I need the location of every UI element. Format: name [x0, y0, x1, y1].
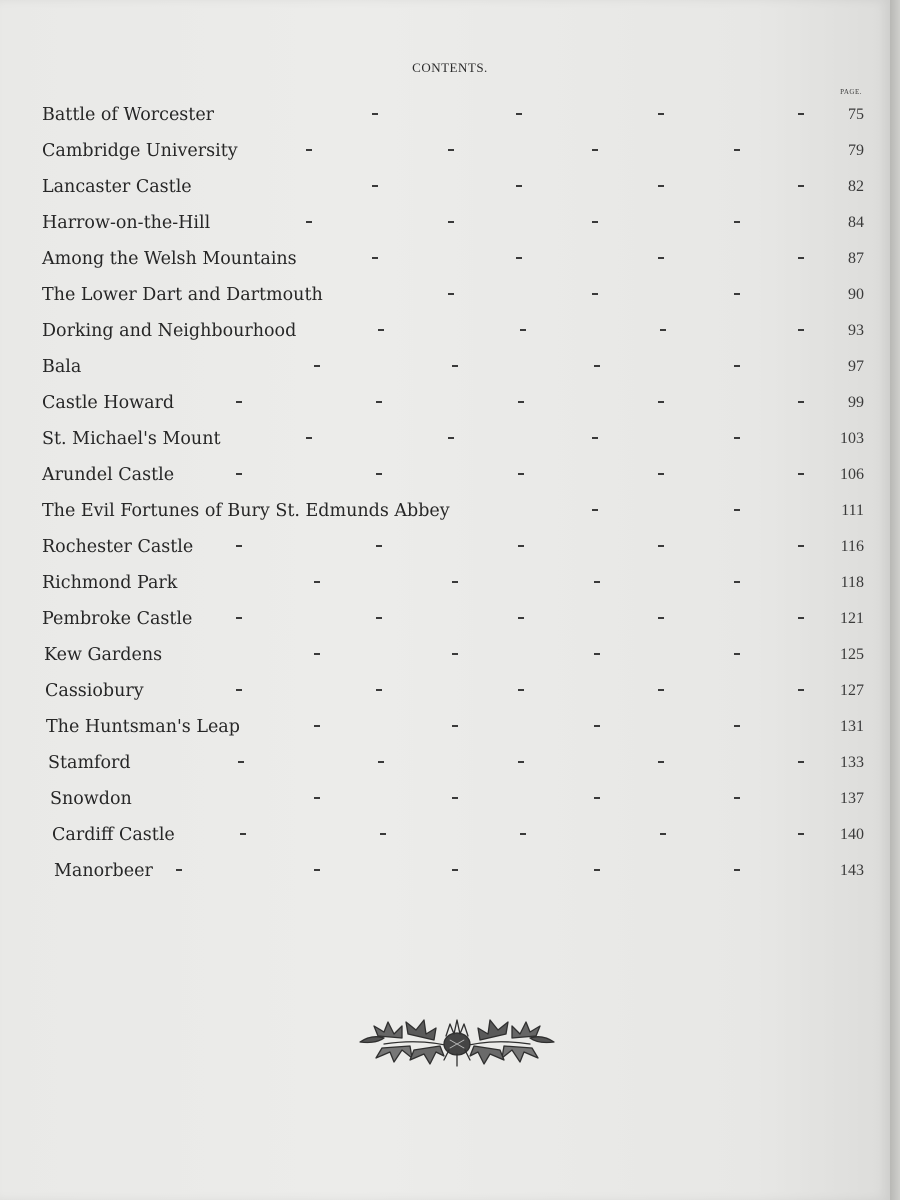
leader-dash — [518, 401, 524, 403]
toc-entry-page-number: 103 — [840, 430, 864, 447]
leader-dash — [658, 473, 664, 475]
toc-entry-title: Cambridge University — [42, 141, 238, 161]
leader-dash — [518, 617, 524, 619]
leader-dash — [452, 653, 458, 655]
leader-dash — [236, 401, 242, 403]
toc-entry-page-number: 127 — [840, 682, 864, 699]
toc-entry-page-number: 137 — [840, 790, 864, 807]
toc-entry-page-number: 75 — [848, 106, 864, 123]
toc-entry-page-number: 133 — [840, 754, 864, 771]
leader-dash — [314, 365, 320, 367]
toc-entry — [42, 460, 864, 496]
toc-entry — [42, 856, 864, 892]
toc-entry-page-number: 111 — [841, 502, 864, 519]
toc-entry — [42, 712, 864, 748]
toc-entry-page-number: 97 — [848, 358, 864, 375]
leader-dash — [306, 221, 312, 223]
toc-entry-page-number: 87 — [848, 250, 864, 267]
toc-entry-title: Among the Welsh Mountains — [42, 249, 297, 269]
leader-dash — [798, 257, 804, 259]
toc-entry — [42, 532, 864, 568]
leader-dash — [448, 437, 454, 439]
leader-dash — [376, 545, 382, 547]
leader-dash — [378, 761, 384, 763]
leader-dash — [236, 689, 242, 691]
leader-dash — [658, 113, 664, 115]
toc-entry-title: Richmond Park — [42, 573, 178, 593]
page-column-label: PAGE. — [840, 88, 862, 96]
toc-entry — [42, 784, 864, 820]
toc-entry-page-number: 143 — [840, 862, 864, 879]
toc-entry-title: The Lower Dart and Dartmouth — [42, 285, 323, 305]
leader-dash — [660, 833, 666, 835]
leader-dash — [734, 221, 740, 223]
toc-entry-page-number: 116 — [840, 538, 864, 555]
leader-dash — [516, 113, 522, 115]
leader-dash — [372, 257, 378, 259]
toc-entry — [42, 568, 864, 604]
leader-dash — [306, 437, 312, 439]
leader-dash — [518, 473, 524, 475]
leader-dash — [734, 293, 740, 295]
leader-dash — [658, 617, 664, 619]
leader-dash — [306, 149, 312, 151]
leader-dash — [176, 869, 182, 871]
leader-dash — [658, 689, 664, 691]
leader-dash — [734, 869, 740, 871]
toc-entry — [42, 172, 864, 208]
leader-dash — [378, 329, 384, 331]
leader-dash — [734, 653, 740, 655]
leader-dash — [592, 509, 598, 511]
leader-dash — [798, 545, 804, 547]
leader-dash — [376, 473, 382, 475]
leader-dash — [798, 185, 804, 187]
toc-entry-title: The Huntsman's Leap — [46, 717, 240, 737]
leader-dash — [660, 329, 666, 331]
toc-entry-page-number: 82 — [848, 178, 864, 195]
leader-dash — [798, 833, 804, 835]
toc-entry-title: Kew Gardens — [44, 645, 163, 665]
leader-dash — [372, 113, 378, 115]
table-of-contents — [42, 100, 864, 892]
toc-entry — [42, 640, 864, 676]
leader-dash — [592, 149, 598, 151]
leader-dash — [594, 365, 600, 367]
toc-entry — [42, 244, 864, 280]
leader-dash — [314, 725, 320, 727]
leader-dash — [314, 869, 320, 871]
toc-entry — [42, 280, 864, 316]
leader-dash — [658, 545, 664, 547]
toc-entry-title: Stamford — [48, 753, 131, 773]
toc-entry-title: Battle of Worcester — [42, 105, 215, 125]
leader-dash — [734, 581, 740, 583]
toc-entry-page-number: 90 — [848, 286, 864, 303]
toc-entry-title: Castle Howard — [42, 393, 175, 413]
toc-entry-title: St. Michael's Mount — [42, 429, 221, 449]
leader-dash — [798, 689, 804, 691]
leader-dash — [594, 869, 600, 871]
leader-dash — [592, 293, 598, 295]
leader-dash — [518, 689, 524, 691]
toc-entry-title: Harrow-on-the-Hill — [42, 213, 211, 233]
leader-dash — [452, 725, 458, 727]
leader-dash — [734, 797, 740, 799]
leader-dash — [238, 761, 244, 763]
toc-entry — [42, 316, 864, 352]
toc-entry — [42, 748, 864, 784]
toc-entry — [42, 820, 864, 856]
toc-entry-page-number: 140 — [840, 826, 864, 843]
leader-dash — [372, 185, 378, 187]
leader-dash — [448, 221, 454, 223]
leader-dash — [798, 401, 804, 403]
toc-entry-title: Cassiobury — [45, 681, 144, 701]
leader-dash — [376, 689, 382, 691]
toc-entry-page-number: 93 — [848, 322, 864, 339]
thistle-ornament-icon — [354, 1008, 560, 1070]
toc-entry-title: Snowdon — [50, 789, 132, 809]
toc-entry-title: Pembroke Castle — [42, 609, 193, 629]
toc-entry-title: The Evil Fortunes of Bury St. Edmunds Abbey — [42, 501, 450, 521]
leader-dash — [516, 185, 522, 187]
leader-dash — [448, 293, 454, 295]
leader-dash — [798, 113, 804, 115]
leader-dash — [734, 509, 740, 511]
leader-dash — [236, 617, 242, 619]
toc-entry-page-number: 125 — [840, 646, 864, 663]
toc-entry — [42, 424, 864, 460]
leader-dash — [376, 401, 382, 403]
leader-dash — [734, 149, 740, 151]
toc-entry-title: Manorbeer — [54, 861, 153, 881]
leader-dash — [452, 797, 458, 799]
toc-entry-title: Arundel Castle — [42, 465, 175, 485]
toc-entry-page-number: 131 — [840, 718, 864, 735]
contents-heading: CONTENTS. — [412, 60, 488, 75]
toc-entry-page-number: 106 — [840, 466, 864, 483]
leader-dash — [734, 437, 740, 439]
leader-dash — [314, 653, 320, 655]
leader-dash — [798, 761, 804, 763]
leader-dash — [452, 581, 458, 583]
leader-dash — [592, 221, 598, 223]
toc-entry — [42, 100, 864, 136]
leader-dash — [380, 833, 386, 835]
leader-dash — [236, 473, 242, 475]
leader-dash — [236, 545, 242, 547]
leader-dash — [314, 581, 320, 583]
leader-dash — [658, 401, 664, 403]
leader-dash — [734, 365, 740, 367]
leader-dash — [376, 617, 382, 619]
leader-dash — [452, 869, 458, 871]
leader-dash — [592, 437, 598, 439]
leader-dash — [314, 797, 320, 799]
leader-dash — [798, 617, 804, 619]
toc-entry-title: Dorking and Neighbourhood — [42, 321, 297, 341]
toc-entry-page-number: 121 — [840, 610, 864, 627]
leader-dash — [594, 797, 600, 799]
toc-entry-page-number: 84 — [848, 214, 864, 231]
toc-entry-title: Cardiff Castle — [52, 825, 175, 845]
toc-entry — [42, 352, 864, 388]
leader-dash — [798, 473, 804, 475]
toc-entry-page-number: 79 — [848, 142, 864, 159]
toc-entry — [42, 136, 864, 172]
leader-dash — [658, 185, 664, 187]
toc-entry-page-number: 99 — [848, 394, 864, 411]
toc-entry-title: Bala — [42, 357, 82, 377]
leader-dash — [594, 653, 600, 655]
leader-dash — [452, 365, 458, 367]
leader-dash — [594, 725, 600, 727]
leader-dash — [594, 581, 600, 583]
toc-entry-page-number: 118 — [840, 574, 864, 591]
leader-dash — [734, 725, 740, 727]
leader-dash — [518, 545, 524, 547]
leader-dash — [520, 833, 526, 835]
toc-entry — [42, 388, 864, 424]
leader-dash — [240, 833, 246, 835]
toc-entry — [42, 208, 864, 244]
leader-dash — [518, 761, 524, 763]
toc-entry-title: Lancaster Castle — [42, 177, 192, 197]
leader-dash — [448, 149, 454, 151]
leader-dash — [658, 257, 664, 259]
toc-entry-title: Rochester Castle — [42, 537, 194, 557]
leader-dash — [798, 329, 804, 331]
page-edge — [890, 0, 900, 1200]
toc-entry — [42, 604, 864, 640]
toc-entry — [42, 496, 864, 532]
leader-dash — [516, 257, 522, 259]
toc-entry — [42, 676, 864, 712]
leader-dash — [520, 329, 526, 331]
leader-dash — [658, 761, 664, 763]
